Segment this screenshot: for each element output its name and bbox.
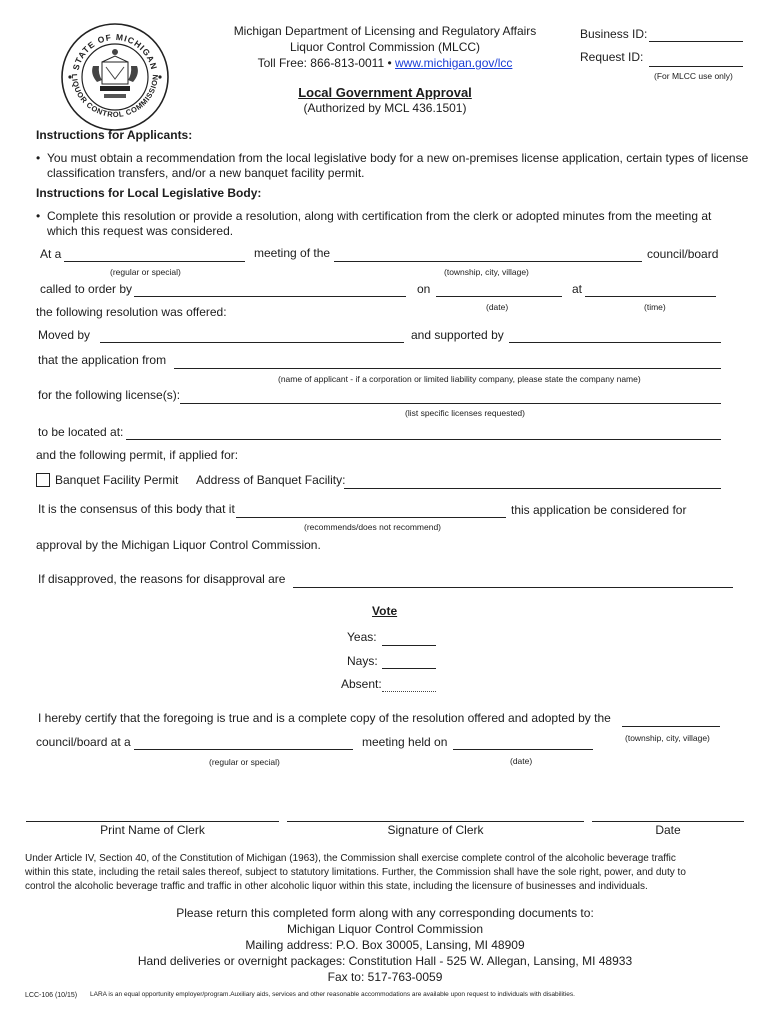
applicants-instruction: You must obtain a recommendation from the local legislative body for a new on-premises license application, certain types of license: [47, 151, 749, 165]
recommendation-field[interactable]: [236, 517, 506, 518]
certify-date-field[interactable]: [453, 749, 593, 750]
location-field[interactable]: [126, 439, 721, 440]
council-board-at-label: council/board at a: [36, 735, 131, 749]
business-id-label: Business ID:: [580, 27, 648, 41]
absent-field[interactable]: [382, 691, 436, 692]
body-instruction: Complete this resolution or provide a resolution, along with certification from the clerk or adopted minutes from the meeting at: [47, 209, 712, 223]
approval-by-label: approval by the Michigan Liquor Control Commission.: [36, 538, 321, 552]
nays-label: Nays:: [347, 654, 378, 668]
agency-name: Michigan Department of Licensing and Regulatory Affairs: [233, 24, 537, 38]
article-line: within this state, including the retail sales thereof, subject to statutory limitations. Further, the Commission shall have the sole right, power, and duty to: [25, 867, 686, 878]
request-id-label: Request ID:: [580, 50, 644, 64]
date-hint: (date): [486, 302, 509, 312]
absent-label: Absent:: [341, 677, 382, 691]
signature-label: Signature of Clerk: [387, 823, 484, 837]
at-a-label: At a: [40, 247, 62, 261]
certify-municipality-field[interactable]: [622, 726, 720, 727]
vote-heading: Vote: [372, 604, 398, 618]
request-id-field[interactable]: [649, 66, 743, 67]
mlcc-use-note: (For MLCC use only): [654, 71, 733, 81]
banquet-permit-checkbox[interactable]: [36, 473, 50, 487]
applicants-heading: Instructions for Applicants:: [36, 128, 193, 142]
return-line-2: Michigan Liquor Control Commission: [286, 922, 484, 936]
called-to-order-label: called to order by: [40, 282, 133, 296]
body-instruction-cont: which this request was considered.: [47, 224, 234, 238]
moved-by-field[interactable]: [100, 342, 404, 343]
bullet-icon: •: [36, 209, 41, 223]
certify-township-hint: (township, city, village): [625, 733, 710, 743]
banquet-address-label: Address of Banquet Facility:: [196, 473, 346, 487]
licenses-field[interactable]: [180, 403, 721, 404]
contact-line: [200, 56, 570, 70]
lara-notice: LARA is an equal opportunity employer/program.Auxiliary aids, services and other reasonable accommodations are available upon request to individuals with disabilities.: [90, 991, 575, 998]
certify-statement: I hereby certify that the foregoing is true and is a complete copy of the resolution offered and adopted by the: [38, 711, 611, 725]
return-line-4: Hand deliveries or overnight packages: Constitution Hall - 525 W. Allegan, Lansing, MI 48933: [137, 954, 633, 968]
meeting-of-label: meeting of the: [254, 246, 331, 260]
supported-by-field[interactable]: [509, 342, 721, 343]
date-signed-field[interactable]: [592, 821, 744, 822]
considered-for-label: this application be considered for: [511, 503, 687, 517]
regular-special-hint: (regular or special): [110, 267, 181, 277]
on-label: on: [417, 282, 431, 296]
meeting-date-field[interactable]: [436, 296, 562, 297]
svg-text:STATE OF MICHIGAN: STATE OF MICHIGAN: [70, 31, 160, 72]
article-text: [25, 852, 686, 894]
return-line-3: Mailing address: P.O. Box 30005, Lansing, MI 48909: [245, 938, 525, 952]
michigan-seal-logo: [60, 22, 170, 132]
recommends-hint: (recommends/does not recommend): [304, 522, 442, 532]
print-name-field[interactable]: [26, 821, 279, 822]
disapproval-reasons-field[interactable]: [293, 587, 733, 588]
separator-bullet: •: [384, 56, 396, 70]
licenses-label: for the following license(s):: [38, 388, 181, 402]
at-label: at: [572, 282, 583, 296]
banquet-permit-label: Banquet Facility Permit: [55, 473, 179, 487]
applicant-hint: (name of applicant - if a corporation or limited liability company, please state the company name): [278, 374, 641, 384]
certify-regular-hint: (regular or special): [209, 757, 280, 767]
licenses-hint: (list specific licenses requested): [405, 408, 525, 418]
permit-label: and the following permit, if applied for:: [36, 448, 239, 462]
meeting-time-field[interactable]: [585, 296, 716, 297]
certify-meeting-type-field[interactable]: [134, 749, 353, 750]
nays-field[interactable]: [382, 668, 436, 669]
website-link[interactable]: www.michigan.gov/lcc: [395, 56, 513, 70]
township-hint: (township, city, village): [444, 267, 529, 277]
yeas-label: Yeas:: [347, 630, 377, 644]
time-hint: (time): [644, 302, 666, 312]
disapproval-label: If disapproved, the reasons for disapproval are: [38, 572, 286, 586]
application-from-label: that the application from: [38, 353, 167, 367]
municipality-field[interactable]: [334, 261, 642, 262]
council-board-label: council/board: [647, 247, 719, 261]
return-line-1: Please return this completed form along with any corresponding documents to:: [176, 906, 594, 920]
print-name-label: Print Name of Clerk: [100, 823, 205, 837]
located-at-label: to be located at:: [38, 425, 124, 439]
called-by-field[interactable]: [134, 296, 406, 297]
form-id: LCC-106 (10/15): [25, 992, 78, 999]
moved-by-label: Moved by: [38, 328, 91, 342]
svg-text:LIQUOR CONTROL COMMISSION: LIQUOR CONTROL COMMISSION: [69, 73, 161, 120]
meeting-held-on-label: meeting held on: [362, 735, 448, 749]
date-label: Date: [655, 823, 681, 837]
certify-date-hint: (date): [510, 756, 533, 766]
applicants-instruction-cont: classification transfers, and/or a new banquet facility permit.: [47, 166, 365, 180]
bullet-icon: •: [36, 151, 41, 165]
consensus-label: It is the consensus of this body that it: [38, 502, 235, 516]
form-title: Local Government Approval: [298, 85, 472, 100]
form-subtitle: (Authorized by MCL 436.1501): [303, 101, 467, 115]
resolution-offered-label: the following resolution was offered:: [36, 305, 227, 319]
supported-by-label: and supported by: [411, 328, 504, 342]
applicant-name-field[interactable]: [174, 368, 721, 369]
signature-field[interactable]: [287, 821, 584, 822]
body-heading: Instructions for Local Legislative Body:: [36, 186, 262, 200]
business-id-field[interactable]: [649, 41, 743, 42]
yeas-field[interactable]: [382, 645, 436, 646]
toll-free: Toll Free: 866-813-0011: [257, 56, 385, 70]
commission-name: Liquor Control Commission (MLCC): [289, 40, 481, 54]
article-line: Under Article IV, Section 40, of the Constitution of Michigan (1963), the Commission shall exercise complete control of the alcoholic beverage traffic: [25, 853, 676, 864]
meeting-type-field[interactable]: [64, 261, 245, 262]
return-line-5: Fax to: 517-763-0059: [327, 970, 443, 984]
banquet-address-field[interactable]: [344, 488, 721, 489]
article-line: control the alcoholic beverage traffic and traffic in other alcoholic liquor within this state, including the licensure of businesses and individuals.: [25, 881, 648, 892]
